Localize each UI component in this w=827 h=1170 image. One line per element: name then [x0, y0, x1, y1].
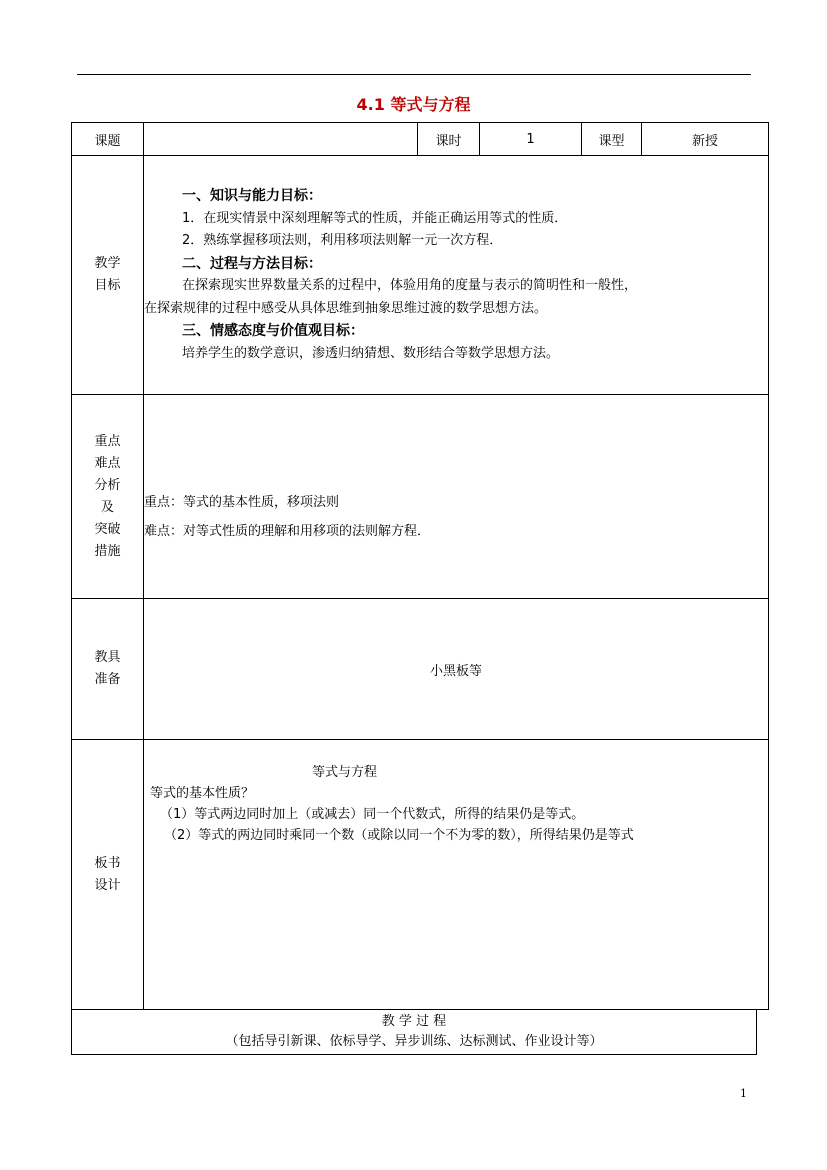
goals-item: 2．熟练掌握移项法则，利用移项法则解一元一次方程．: [182, 233, 503, 248]
tools-label: 教具 准备: [72, 599, 144, 740]
goals-heading-knowledge: 一、知识与能力目标：: [182, 188, 322, 204]
goals-label: 教学 目标: [72, 156, 144, 395]
hours-label: 课时: [418, 123, 480, 156]
page-number: 1: [740, 1087, 747, 1100]
tools-value: 小黑板等: [144, 599, 769, 740]
key-point-text: 重点：等式的基本性质，移项法则: [144, 494, 340, 510]
keypoints-row: [72, 395, 769, 599]
topic-value: [144, 123, 418, 156]
type-label: 课型: [582, 123, 642, 156]
process-title: 教 学 过 程: [381, 1014, 447, 1029]
difficulty-text: 难点：对等式性质的理解和用移项的法则解方程．: [144, 523, 431, 539]
type-value: 新授: [642, 123, 769, 156]
board-title: 等式与方程: [312, 765, 378, 780]
board-content: [144, 740, 769, 1010]
board-rule: （1）等式两边同时加上（或减去）同一个代数式，所得的结果仍是等式。: [160, 807, 585, 822]
lesson-plan-table: [71, 122, 769, 1010]
goals-content: [144, 156, 769, 395]
topic-label: 课题: [72, 123, 144, 156]
goals-item: 1．在现实情景中深刻理解等式的性质，并能正确运用等式的性质．: [182, 210, 568, 226]
goals-item: 在探索现实世界数量关系的过程中，体验用角的度量与表示的简明性和一般性，: [182, 278, 638, 293]
process-cell: [72, 1010, 757, 1055]
tools-row: [72, 599, 769, 740]
hours-value: 1: [480, 123, 582, 156]
page-title: 4.1 等式与方程: [356, 95, 471, 114]
keypoints-label: 重点 难点 分析 及 突破 措施: [72, 395, 144, 599]
board-rule: （2）等式的两边同时乘同一个数（或除以同一个不为零的数），所得结果仍是等式: [164, 828, 634, 843]
header-rule: [77, 74, 751, 75]
board-question: 等式的基本性质？: [150, 786, 255, 801]
goals-item: 在探索规律的过程中感受从具体思维到抽象思维过渡的数学思想方法。: [144, 300, 548, 316]
board-label: 板书 设计: [72, 740, 144, 1010]
header-row: [72, 123, 769, 156]
process-row: [72, 1010, 757, 1055]
goals-item: 培养学生的数学意识，渗透归纳猜想、数形结合等数学思想方法。: [182, 345, 560, 361]
process-table: [71, 1009, 757, 1055]
goals-heading-process: 二、过程与方法目标：: [182, 255, 322, 272]
board-row: [72, 740, 769, 1010]
goals-heading-attitude: 三、情感态度与价值观目标：: [182, 323, 364, 339]
keypoints-content: [144, 395, 769, 599]
process-subtitle: （包括导引新课、依标导学、异步训练、达标测试、作业设计等）: [225, 1034, 603, 1049]
goals-row: [72, 156, 769, 395]
